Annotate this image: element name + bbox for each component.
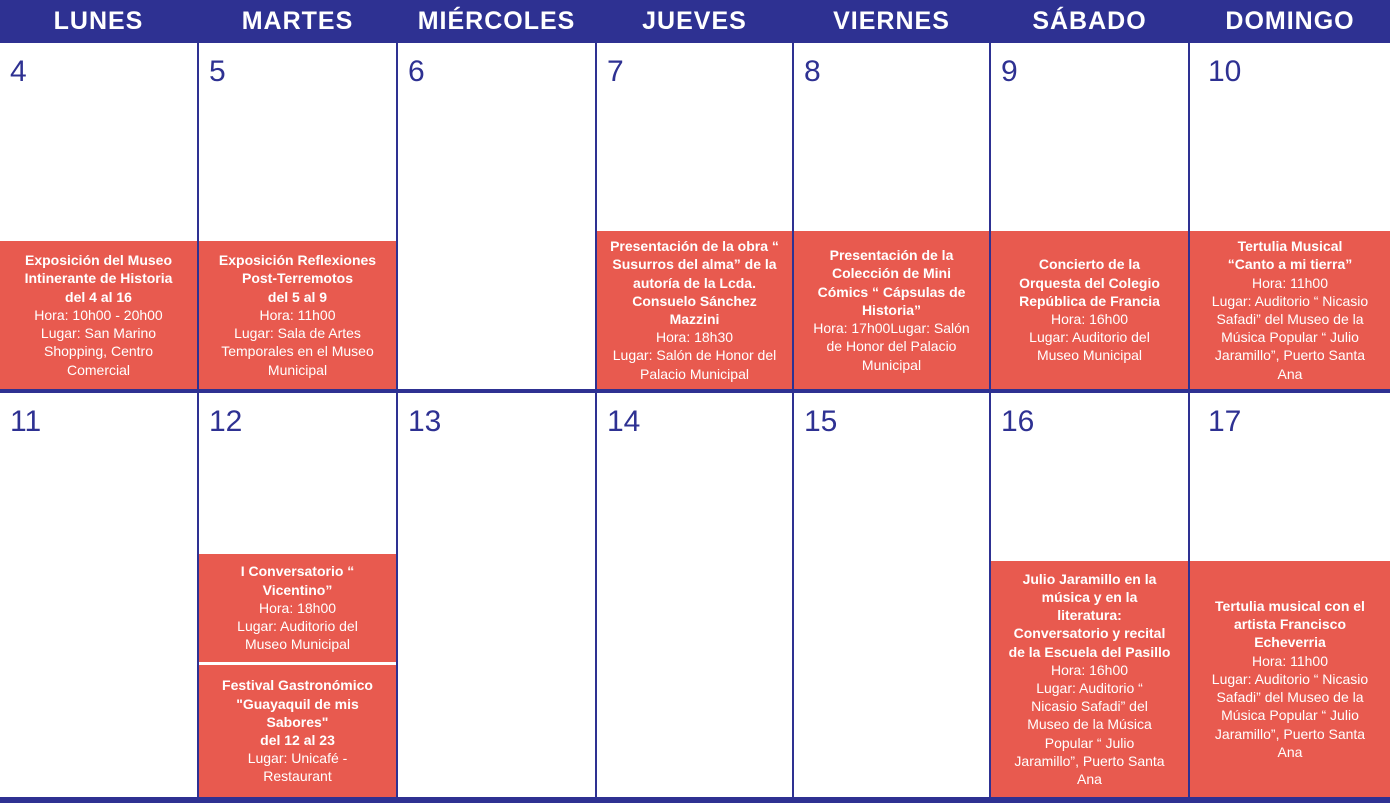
day-cell-15[interactable] (794, 393, 989, 797)
event-title: “Canto a mi tierra” (1227, 256, 1353, 273)
event-time: Hora: 16h00 (1050, 311, 1129, 327)
event-place: Comercial (66, 361, 130, 378)
event-place: Museo Municipal (244, 636, 351, 653)
event-title: República de Francia (1019, 292, 1160, 309)
event-place: Lugar: San Marino (40, 325, 157, 342)
day-cell-7[interactable] (597, 43, 792, 389)
event-title: "Guayaquil de mis (236, 695, 359, 712)
event-place: Temporales en el Museo (221, 343, 374, 360)
day-header-thursday (597, 0, 792, 42)
day-cell-6[interactable] (398, 43, 595, 389)
event-place: de Honor del Palacio (826, 338, 957, 355)
event-place: Municipal (861, 356, 922, 373)
event-place: Museo Municipal (1036, 347, 1143, 364)
event-place: Lugar: Auditorio del (237, 618, 358, 635)
event-time: Hora: 18h00 (258, 599, 337, 616)
event-place: Municipal (267, 361, 328, 378)
event-place: Ana (1277, 365, 1303, 382)
event-place: Lugar: Auditorio “ (1036, 680, 1143, 696)
day-cell-10[interactable] (1190, 43, 1390, 389)
event-place: Jaramillo”, Puerto Santa (1214, 347, 1366, 364)
event-time: Hora: 11h00 (259, 306, 336, 323)
day-label: JUEVES (642, 6, 747, 35)
day-number: 4 (10, 55, 27, 88)
event-time: Hora: 10h00 - 20h00 (34, 306, 163, 323)
event-title: I Conversatorio “ (240, 563, 355, 580)
day-number: 14 (607, 405, 641, 438)
event-place: Lugar: Unicafé - (247, 750, 348, 767)
event-place: Palacio Municipal (640, 365, 749, 382)
day-cell-16[interactable] (991, 393, 1188, 797)
day-number: 9 (1001, 55, 1018, 88)
event-card[interactable] (199, 241, 396, 389)
event-title: Presentación de la (829, 247, 954, 264)
event-title: Colección de Mini (831, 265, 951, 282)
event-title: Cómics “ Cápsulas de (817, 283, 966, 300)
day-label: DOMINGO (1225, 6, 1355, 35)
day-header-tuesday (199, 0, 396, 42)
day-cell-14[interactable] (597, 393, 792, 797)
event-title: Tertulia musical con el (1215, 598, 1365, 615)
day-header-wednesday (398, 0, 595, 42)
event-dates: del 12 al 23 (260, 732, 335, 748)
event-place: Música Popular “ Julio (1221, 329, 1359, 346)
event-title: Post-Terremotos (242, 270, 353, 287)
event-card[interactable] (0, 241, 197, 389)
event-title: Julio Jaramillo en la (1022, 570, 1157, 587)
event-title: Concierto de la (1038, 256, 1141, 273)
day-cell-12[interactable] (199, 393, 396, 797)
event-title: Susurros del alma” de la (612, 256, 777, 273)
event-place: Lugar: Auditorio “ Nicasio (1211, 670, 1369, 687)
event-card[interactable] (991, 231, 1188, 389)
day-header-friday (794, 0, 989, 42)
event-title: Tertulia Musical (1237, 238, 1343, 255)
day-cell-11[interactable] (0, 393, 197, 797)
day-cell-5[interactable] (199, 43, 396, 389)
event-place: Lugar: Auditorio del (1029, 329, 1150, 346)
event-title: Consuelo Sánchez (632, 292, 757, 309)
day-cell-13[interactable] (398, 393, 595, 797)
event-time: Hora: 11h00 (1251, 274, 1328, 291)
event-card[interactable] (991, 561, 1188, 797)
day-number: 10 (1208, 55, 1242, 88)
event-title: música y en la (1041, 588, 1138, 605)
event-title: Orquesta del Colegio (1019, 274, 1160, 291)
event-time: Hora: 18h30 (655, 329, 734, 346)
event-place: Música Popular “ Julio (1221, 707, 1359, 724)
event-card[interactable] (794, 231, 989, 389)
event-title: Vicentino” (262, 581, 333, 598)
event-card[interactable] (199, 665, 396, 797)
event-card[interactable] (1190, 231, 1390, 389)
event-title: Exposición Reflexiones (218, 252, 377, 269)
event-title: Historia” (861, 301, 922, 318)
day-number: 15 (804, 405, 838, 438)
day-label: SÁBADO (1032, 6, 1147, 35)
event-place: Nicasio Safadi” del (1031, 698, 1148, 715)
event-place: Restaurant (263, 768, 332, 785)
day-label: VIERNES (833, 6, 950, 35)
event-title: artista Francisco (1233, 616, 1347, 633)
event-place: Jaramillo”, Puerto Santa (1014, 752, 1165, 769)
day-number: 5 (209, 55, 226, 88)
day-label: LUNES (53, 6, 144, 35)
event-place: Ana (1077, 771, 1102, 788)
event-card[interactable] (1190, 561, 1390, 797)
event-title: literatura: (1057, 607, 1122, 624)
day-cell-4[interactable] (0, 43, 197, 389)
event-card[interactable] (597, 231, 792, 389)
event-card[interactable] (199, 554, 396, 662)
event-time: Hora: 11h00 (1251, 652, 1328, 669)
event-place: Lugar: Auditorio “ Nicasio (1211, 292, 1369, 309)
event-title: Intinerante de Historia (24, 270, 173, 287)
event-title: Exposición del Museo (24, 252, 173, 269)
event-place: Lugar: Salón de Honor del (612, 347, 777, 364)
day-number: 17 (1208, 405, 1242, 438)
event-place: Lugar: Sala de Artes (234, 325, 361, 342)
event-title: Conversatorio y recital (1013, 625, 1166, 642)
event-title: Sabores" (266, 713, 329, 730)
day-header-monday (0, 0, 197, 42)
event-place: Popular “ Julio (1044, 734, 1135, 751)
event-dates: del 5 al 9 (267, 288, 328, 305)
day-label: MARTES (241, 6, 354, 35)
event-title: de la Escuela del Pasillo (1008, 643, 1171, 660)
day-cell-17[interactable] (1190, 393, 1390, 797)
event-title: Presentación de la obra “ (610, 238, 779, 255)
day-cell-8[interactable] (794, 43, 989, 389)
day-number: 8 (804, 55, 821, 88)
event-time: Hora: 17h00Lugar: Salón (813, 320, 970, 337)
event-place: Safadi” del Museo de la (1216, 689, 1364, 706)
event-title: autoría de la Lcda. (633, 274, 756, 291)
event-place: Ana (1277, 743, 1303, 760)
day-number: 6 (408, 55, 425, 88)
day-header-saturday (991, 0, 1188, 42)
day-number: 12 (209, 405, 243, 438)
event-place: Safadi” del Museo de la (1216, 311, 1364, 327)
event-title: Mazzini (669, 311, 720, 327)
day-number: 13 (408, 405, 442, 438)
event-place: Jaramillo”, Puerto Santa (1214, 725, 1366, 742)
day-cell-9[interactable] (991, 43, 1188, 389)
event-place: Museo de la Música (1027, 716, 1152, 733)
event-place: Shopping, Centro (44, 343, 153, 360)
day-number: 16 (1001, 405, 1035, 438)
day-header-sunday (1190, 0, 1390, 42)
event-title: Echeverria (1254, 634, 1326, 651)
day-label: MIÉRCOLES (417, 6, 576, 35)
day-number: 11 (10, 405, 42, 438)
event-time: Hora: 16h00 (1050, 661, 1129, 678)
event-title: Festival Gastronómico (222, 677, 373, 694)
event-dates: del 4 al 16 (65, 288, 132, 305)
day-number: 7 (607, 55, 624, 88)
